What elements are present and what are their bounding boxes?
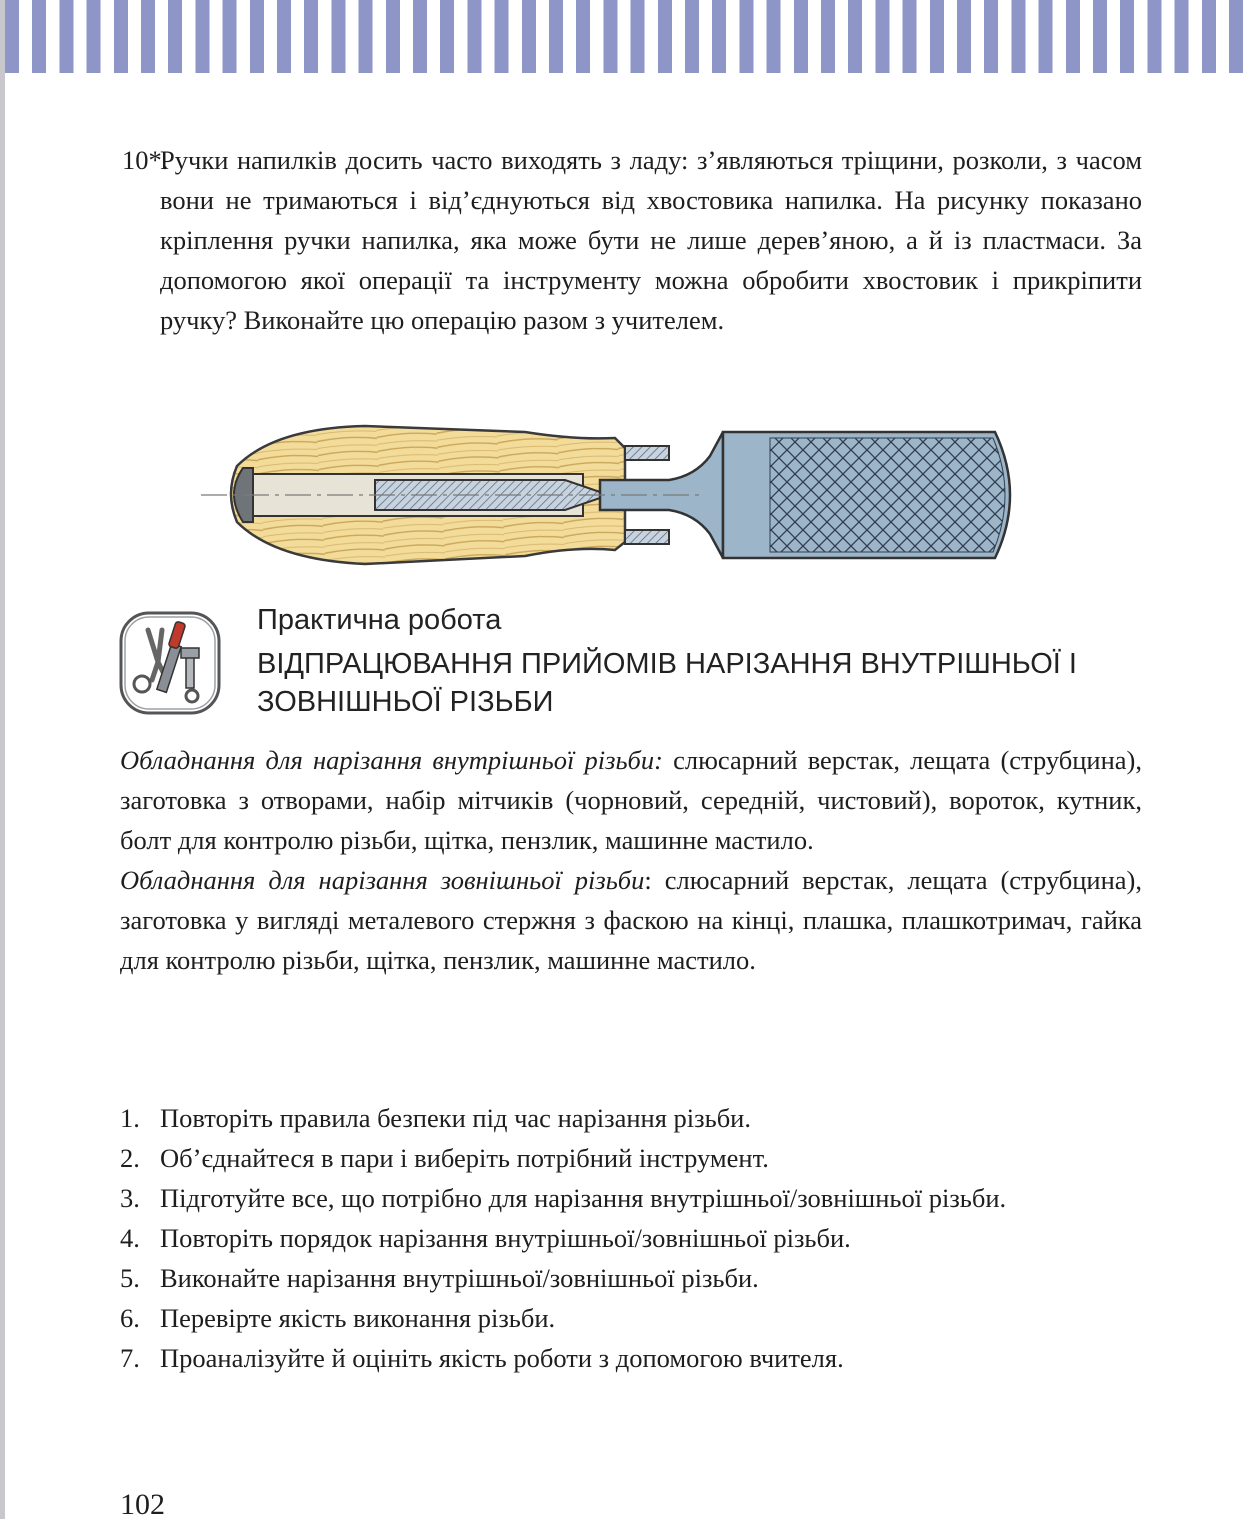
- step-number: 6.: [120, 1303, 140, 1333]
- ferrule-bottom: [625, 530, 669, 544]
- equipment-internal-label: Обладнання для нарізання внутрішньої різьби:: [120, 745, 663, 775]
- equipment-block: [120, 740, 1142, 980]
- step-number: 3.: [120, 1183, 140, 1213]
- practical-work-title: ВІДПРАЦЮВАННЯ ПРИЙОМІВ НАРІЗАННЯ ВНУТРІШНЬОЇ І ЗОВНІШНЬОЇ РІЗЬБИ: [257, 648, 1077, 718]
- step-text: Перевірте якість виконання різьби.: [160, 1303, 556, 1333]
- file-teeth: [770, 438, 1005, 552]
- list-item: [120, 1338, 1120, 1378]
- step-text: Виконайте нарізання внутрішньої/зовнішньої різьби.: [160, 1263, 759, 1293]
- step-text: Об’єднайтеся в пари і виберіть потрібний інструмент.: [160, 1143, 769, 1173]
- list-item: [120, 1178, 1120, 1218]
- task-number: 10*.: [122, 145, 169, 175]
- step-number: 5.: [120, 1263, 140, 1293]
- step-text: Повторіть порядок нарізання внутрішньої/зовнішньої різьби.: [160, 1223, 851, 1253]
- practical-work-kicker: Практична робота: [257, 604, 502, 636]
- ferrule-top: [625, 446, 669, 460]
- header-stripes: [5, 0, 1254, 73]
- file-handle-illustration: [195, 418, 1025, 568]
- equipment-external-text: : слюсарний верстак, лещата (струбцина), заготовка у вигляді металевого стержня з фаскою на кінці, плашка, плашкотримач, гайка для контролю різьби, щітка, пензлик, машинне мастило.: [120, 865, 1142, 975]
- step-number: 2.: [120, 1143, 140, 1173]
- step-text: Підготуйте все, що потрібно для нарізання внутрішньої/зовнішньої різьби.: [160, 1183, 1007, 1213]
- page-number: 102: [120, 1488, 165, 1521]
- list-item: [120, 1098, 1120, 1138]
- tools-icon: [118, 610, 222, 716]
- equipment-external: [120, 860, 1142, 980]
- task-10: [122, 140, 1142, 340]
- step-text: Проаналізуйте й оцініть якість роботи з допомогою вчителя.: [160, 1343, 844, 1373]
- equipment-internal: [120, 740, 1142, 860]
- list-item: [120, 1258, 1120, 1298]
- list-item: [120, 1138, 1120, 1178]
- steps-list: [120, 1098, 1120, 1378]
- step-number: 7.: [120, 1343, 140, 1373]
- equipment-external-label: Обладнання для нарізання зовнішньої різьби: [120, 865, 645, 895]
- step-text: Повторіть правила безпеки під час нарізання різьби.: [160, 1103, 751, 1133]
- page-edge: [0, 0, 5, 1519]
- step-number: 4.: [120, 1223, 140, 1253]
- equipment-internal-text: слюсарний верстак, лещата (струбцина), заготовка з отворами, набір мітчиків (чорновий, середній, чистовий), вороток, кутник, болт для контролю різьби, щітка, пензлик, машинне мастило.: [120, 745, 1142, 855]
- list-item: [120, 1298, 1120, 1338]
- task-text: Ручки напилків досить часто виходять з ладу: з’являються тріщини, розколи, з часом вони не тримаються і від’єднуються від хвостовика напилка. На рисунку показано кріплення ручки напилка, яка може бути не лише дерев’яною, а й із пластмаси. За допомогою якої операції та інструменту можна обробити хвостовик і прикріпити ручку? Виконайте цю операцію разом з учителем.: [160, 145, 1142, 335]
- step-number: 1.: [120, 1103, 140, 1133]
- list-item: [120, 1218, 1120, 1258]
